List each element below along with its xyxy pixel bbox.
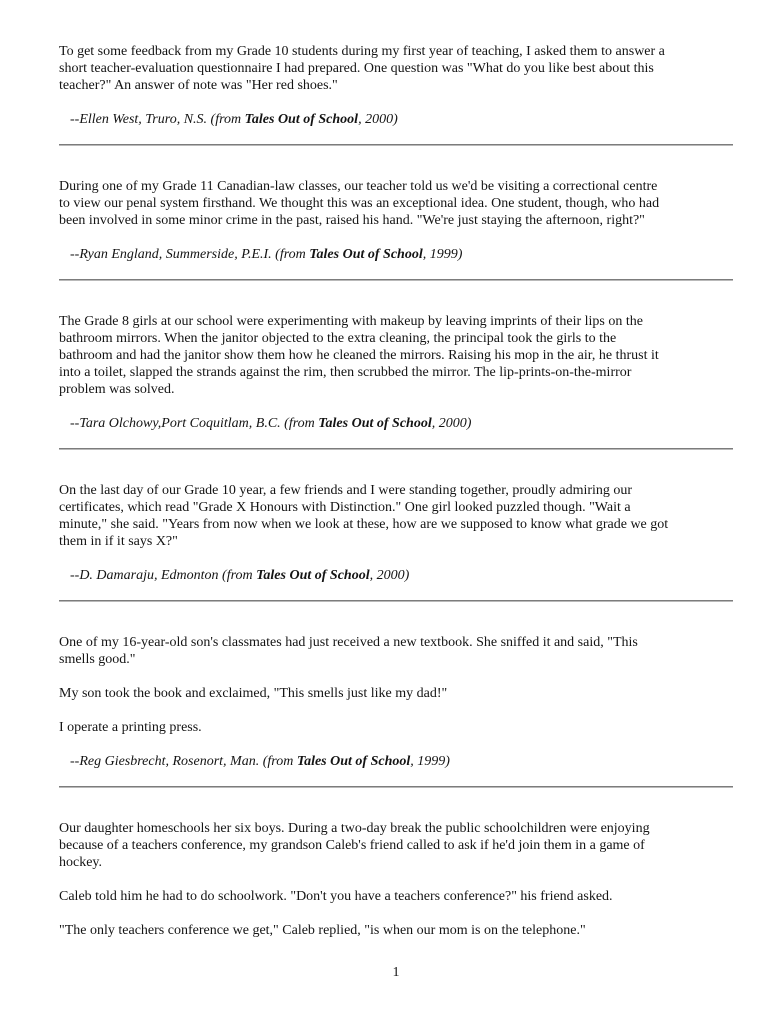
text-line: Caleb told him he had to do schoolwork. "Don't you have a teachers conference?" his friend asked.: [59, 889, 613, 904]
anecdote-entry: [59, 820, 733, 939]
attribution-suffix: , 2000): [358, 112, 398, 127]
text-line: smells good.": [59, 652, 136, 667]
section-divider: [59, 279, 733, 281]
text-line: short teacher-evaluation questionnaire I had prepared. One question was "What do you like best about this: [59, 61, 654, 76]
attribution-source: Tales Out of School: [244, 112, 359, 127]
anecdote-paragraph: [59, 719, 733, 736]
attribution-prefix: --Ryan England, Summerside, P.E.I. (from: [70, 247, 310, 262]
page-number: 1: [392, 965, 400, 980]
anecdote-paragraph: [59, 888, 733, 905]
text-line: certificates, which read "Grade X Honours with Distinction." One girl looked puzzled though. "Wait a: [59, 500, 631, 515]
text-line: bathroom mirrors. When the janitor objected to the extra cleaning, the principal took the girls to the: [59, 331, 617, 346]
text-line: hockey.: [59, 855, 103, 870]
anecdote-entry: [59, 482, 733, 602]
anecdote-entry: [59, 43, 733, 146]
text-line: The Grade 8 girls at our school were experimenting with makeup by leaving imprints of their lips on the: [59, 314, 643, 329]
attribution-source: Tales Out of School: [296, 754, 411, 769]
attribution-suffix: , 1999): [410, 754, 450, 769]
attribution-prefix: --Ellen West, Truro, N.S. (from: [70, 112, 245, 127]
document-body: [59, 43, 733, 939]
text-line: into a toilet, slapped the strands against the rim, then scrubbed the mirror. The lip-prints-on-the-mirror: [59, 365, 632, 380]
text-line: During one of my Grade 11 Canadian-law classes, our teacher told us we'd be visiting a correctional centre: [59, 179, 658, 194]
text-line: One of my 16-year-old son's classmates had just received a new textbook. She sniffed it and said, "This: [59, 635, 638, 650]
section-divider: [59, 600, 733, 602]
attribution-suffix: , 1999): [422, 247, 463, 262]
text-line: them in if it says X?": [59, 534, 178, 549]
anecdote-paragraph: [59, 685, 733, 702]
text-line: I operate a printing press.: [59, 720, 202, 735]
anecdote-paragraph: [59, 482, 733, 550]
attribution-line: [70, 567, 733, 584]
anecdote-paragraph: [59, 313, 733, 398]
attribution-line: [70, 753, 733, 770]
text-line: My son took the book and exclaimed, "This smells just like my dad!": [59, 686, 448, 701]
attribution-prefix: --D. Damaraju, Edmonton (from: [70, 568, 257, 583]
section-divider: [59, 448, 733, 450]
section-divider: [59, 144, 733, 146]
attribution-source: Tales Out of School: [309, 247, 423, 262]
attribution-suffix: , 2000): [431, 416, 472, 431]
text-line: "The only teachers conference we get," Caleb replied, "is when our mom is on the telephone.": [59, 923, 586, 938]
anecdote-paragraph: [59, 922, 733, 939]
anecdote-paragraph: [59, 820, 733, 871]
text-line: been involved in some minor crime in the past, raised his hand. "We're just staying the afternoon, right?": [59, 213, 645, 228]
text-line: bathroom and had the janitor show them how he cleaned the mirrors. Raising his mop in the air, he thrust it: [59, 348, 659, 363]
text-line: teacher?" An answer of note was "Her red shoes.": [59, 78, 338, 93]
attribution-line: [70, 246, 733, 263]
attribution-line: [70, 111, 733, 128]
attribution-source: Tales Out of School: [318, 416, 432, 431]
anecdote-paragraph: [59, 634, 733, 668]
text-line: to view our penal system firsthand. We thought this was an exceptional idea. One student, though, who had: [59, 196, 660, 211]
attribution-suffix: , 2000): [369, 568, 410, 583]
text-line: because of a teachers conference, my grandson Caleb's friend called to ask if he'd join them in a game of: [59, 838, 645, 853]
text-line: On the last day of our Grade 10 year, a few friends and I were standing together, proudly admiring our: [59, 483, 633, 498]
text-line: Our daughter homeschools her six boys. During a two-day break the public schoolchildren were enjoying: [59, 821, 650, 836]
section-divider: [59, 786, 733, 788]
anecdote-entry: [59, 313, 733, 450]
attribution-line: [70, 415, 733, 432]
text-line: To get some feedback from my Grade 10 students during my first year of teaching, I asked them to answer a: [59, 44, 665, 59]
attribution-prefix: --Reg Giesbrecht, Rosenort, Man. (from: [70, 754, 297, 769]
anecdote-paragraph: [59, 178, 733, 229]
attribution-prefix: --Tara Olchowy,Port Coquitlam, B.C. (from: [70, 416, 319, 431]
anecdote-paragraph: [59, 43, 733, 94]
anecdote-entry: [59, 634, 733, 788]
text-line: minute," she said. "Years from now when we look at these, how are we supposed to know what grade we got: [59, 517, 669, 532]
attribution-source: Tales Out of School: [256, 568, 370, 583]
anecdote-entry: [59, 178, 733, 281]
text-line: problem was solved.: [59, 382, 175, 397]
